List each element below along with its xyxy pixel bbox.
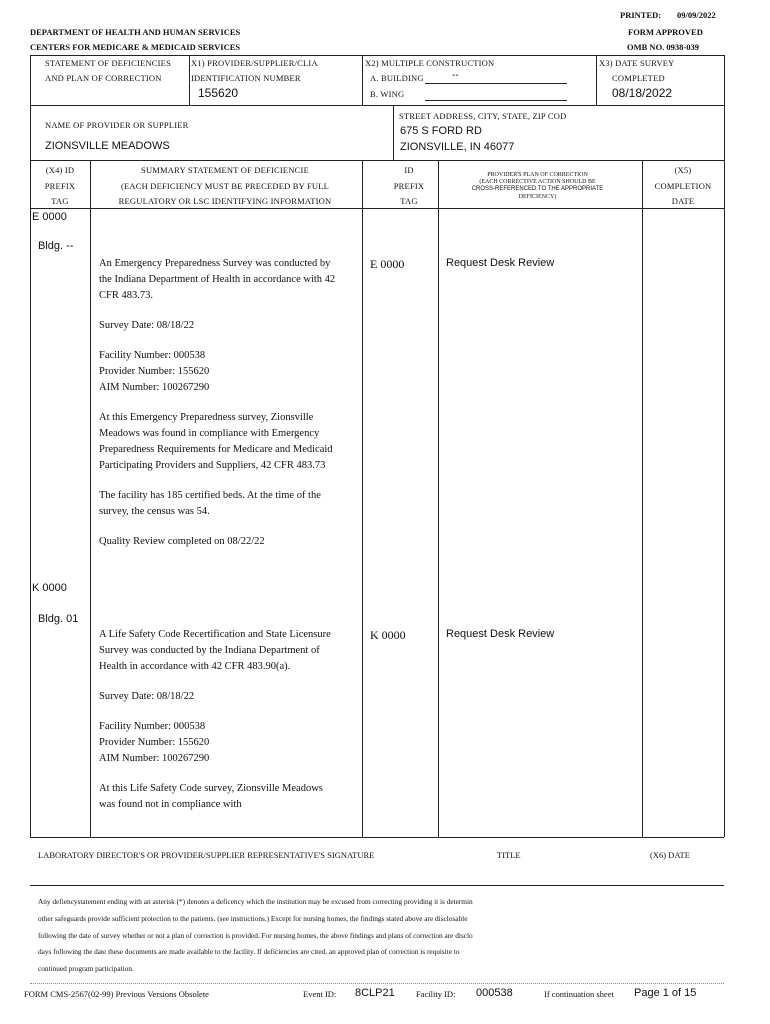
grid-divider [362, 55, 363, 105]
x4-header-3: TAG [51, 196, 69, 206]
provider-name: ZIONSVILLE MEADOWS [45, 140, 170, 152]
x4-header-2: PREFIX [44, 181, 76, 191]
entry-summary-1 [99, 256, 339, 564]
grid-row-line [30, 208, 724, 209]
grid-divider [189, 55, 190, 105]
summary-header-3: REGULATORY OR LSC IDENTIFYING INFORMATION [118, 196, 332, 206]
x1-label-1: X1) PROVIDER/SUPPLIER/CLIA [191, 58, 318, 68]
summary-paragraph: Facility Number: 000538 Provider Number: 155620 AIM Number: 100267290 [99, 721, 210, 764]
entry-tag-k0000: K 0000 [32, 582, 67, 594]
x2-label: X2) MULTIPLE CONSTRUCTION [365, 58, 495, 68]
disclaimer-line: following the date of survey whether or not a plan of correction is provided. For nursing homes, the above findings and plans of correction are disclo [38, 930, 473, 940]
disclaimer-line: other safeguards provide sufficient protection to the patients. (see instructions.) Except for nursing homes, the findings stated above are disclosable [38, 913, 468, 923]
summary-paragraph: Survey Date: 08/18/22 [99, 320, 195, 331]
grid-row-line [30, 105, 724, 106]
plan-header-2: (EACH CORRECTIVE ACTION SHOULD BE [479, 179, 596, 185]
building-underline [425, 83, 567, 84]
grid-row-line [30, 160, 724, 161]
x3-label-1: X3) DATE SURVEY [599, 58, 675, 68]
x5-header-2: COMPLETION [654, 181, 712, 191]
survey-completed-date: 08/18/2022 [612, 86, 673, 100]
centers-title: CENTERS FOR MEDICARE & MEDICAID SERVICES [30, 42, 241, 52]
id-header-3: TAG [400, 196, 418, 206]
entry-bldg-2: Bldg. 01 [38, 613, 79, 625]
building-label: A. BUILDING [370, 73, 424, 83]
summary-paragraph: A Life Safety Code Recertification and State Licensure Survey was conducted by the Indiana Department of Health in accordance with 42 CFR 483.90(a). [99, 629, 331, 672]
summary-header-2: (EACH DEFICIENCY MUST BE PRECEDED BY FULL [120, 181, 330, 191]
entry-summary-2 [99, 627, 339, 827]
address-label: STREET ADDRESS, CITY, STATE, ZIP COD [399, 111, 567, 121]
plan-header-3: CROSS-REFERENCED TO THE APPROPRIATE [471, 186, 604, 192]
address-line-1: 675 S FORD RD [400, 125, 482, 137]
col-divider-id [438, 160, 439, 837]
grid-divider [596, 55, 597, 105]
disclaimer-text [38, 894, 728, 978]
omb-number: OMB NO. 0938-039 [627, 42, 700, 52]
x1-label-2: IDENTIFICATION NUMBER [191, 73, 301, 83]
form-number: FORM CMS-2567(02-99) Previous Versions Obsolete [24, 989, 209, 999]
grid-bottom-line [30, 837, 724, 838]
entry-bldg-1: Bldg. -- [38, 240, 74, 252]
grid-top-line [30, 55, 724, 56]
entry-tag-e0000: E 0000 [32, 211, 67, 223]
x4-header-1: (X4) ID [45, 165, 75, 175]
entry-right-tag-e0000: E 0000 [370, 257, 405, 271]
facility-id-label: Facility ID: [416, 989, 456, 999]
summary-paragraph: At this Emergency Preparedness survey, Zionsville Meadows was found in compliance with Emergency Preparedness Requirements for Medicare and Medicaid Participating Providers and Suppliers, 42 CFR 483.73 [99, 412, 333, 471]
entry-plan-2: Request Desk Review [446, 628, 555, 640]
summary-paragraph: Facility Number: 000538 Provider Number: 155620 AIM Number: 100267290 [99, 350, 210, 393]
footer-divider [30, 983, 724, 984]
department-title: DEPARTMENT OF HEALTH AND HUMAN SERVICES [30, 27, 241, 37]
continuation-label: If continuation sheet [544, 989, 614, 999]
event-id-value: 8CLP21 [355, 987, 395, 999]
x5-header-3: DATE [671, 196, 695, 206]
col-divider-prefix [90, 160, 91, 837]
facility-id-value: 000538 [476, 987, 513, 999]
disclaimer-line: continued program participation. [38, 964, 134, 974]
x3-label-2: COMPLETED [612, 73, 665, 83]
building-value: -- [452, 70, 459, 81]
col-divider-summary [362, 160, 363, 837]
signature-bottom-line [30, 885, 724, 886]
address-line-2: ZIONSVILLE, IN 46077 [400, 141, 515, 153]
printed-label: PRINTED: [620, 10, 662, 20]
grid-right-border [724, 55, 725, 837]
event-id-label: Event ID: [303, 989, 337, 999]
plan-header-4: DEFICIENCY) [518, 194, 557, 200]
disclaimer-line: days following the date these documents are made available to the facility. If deficiencies are cited, an approved plan of correction is requisite to [38, 947, 460, 957]
summary-paragraph: Survey Date: 08/18/22 [99, 691, 195, 702]
entry-right-tag-k0000: K 0000 [370, 628, 406, 642]
summary-paragraph: The facility has 185 certified beds. At the time of the survey, the census was 54. [99, 490, 321, 517]
statement-label-2: AND PLAN OF CORRECTION [45, 73, 162, 83]
provider-name-label: NAME OF PROVIDER OR SUPPLIER [45, 120, 189, 130]
id-header-2: PREFIX [393, 181, 425, 191]
summary-header-1: SUMMARY STATEMENT OF DEFICIENCIE [141, 165, 309, 175]
printed-date: 09/09/2022 [677, 10, 716, 20]
id-header-1: ID [404, 165, 414, 175]
signature-title: TITLE [497, 850, 521, 860]
wing-underline [425, 100, 567, 101]
page-number: Page 1 of 15 [634, 987, 697, 999]
summary-paragraph: At this Life Safety Code survey, Zionsville Meadows was found not in compliance with [99, 783, 323, 810]
provider-id-number: 155620 [198, 86, 239, 100]
col-divider-plan [642, 160, 643, 837]
x5-header-1: (X5) [674, 165, 692, 175]
grid-divider [393, 105, 394, 160]
plan-header-1: PROVIDER'S PLAN OF CORRECTION [487, 172, 588, 178]
statement-label-1: STATEMENT OF DEFICIENCIES [45, 58, 172, 68]
form-approved: FORM APPROVED [628, 27, 703, 37]
disclaimer-line: Any defiencystatement ending with an asterisk (*) denotes a deficency which the institution may be excused from correcting providing it is determin [38, 897, 473, 906]
signature-date: (X6) DATE [650, 850, 690, 860]
signature-label: LABORATORY DIRECTOR'S OR PROVIDER/SUPPLIER REPRESENTATIVE'S SIGNATURE [38, 850, 375, 860]
summary-paragraph: Quality Review completed on 08/22/22 [99, 536, 265, 547]
entry-plan-1: Request Desk Review [446, 257, 555, 269]
wing-label: B. WING [370, 89, 405, 99]
summary-paragraph: An Emergency Preparedness Survey was conducted by the Indiana Department of Health in accordance with 42 CFR 483.73. [99, 258, 336, 301]
